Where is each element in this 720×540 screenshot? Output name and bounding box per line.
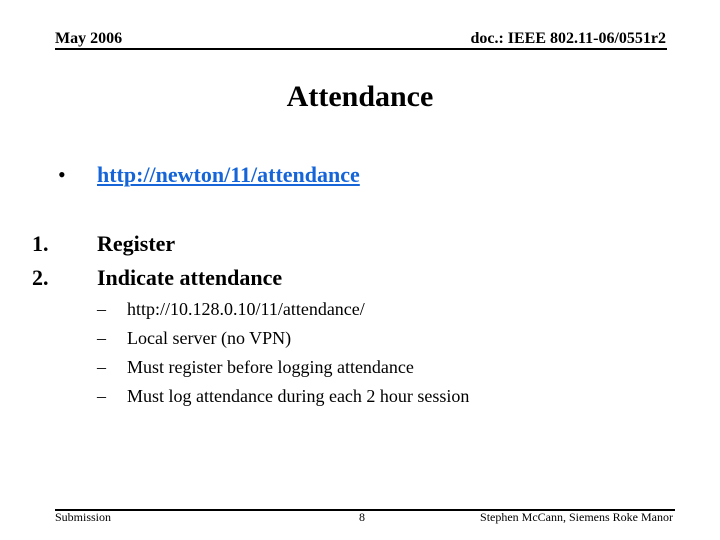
attendance-link[interactable]: http://newton/11/attendance [97, 162, 360, 187]
list-number: 2. [32, 265, 49, 290]
sub-item: Must log attendance during each 2 hour session [127, 386, 470, 406]
footer-author: Stephen McCann, Siemens Roke Manor [480, 510, 673, 524]
sub-item: http://10.128.0.10/11/attendance/ [127, 299, 365, 319]
header-doc-id: doc.: IEEE 802.11-06/0551r2 [470, 30, 666, 47]
list-item-indicate-attendance: Indicate attendance [97, 265, 283, 290]
sub-item: Must register before logging attendance [127, 357, 414, 377]
slide-title: Attendance [286, 80, 434, 113]
dash-icon: – [97, 328, 106, 348]
list-item-register: Register [97, 231, 176, 256]
header-date: May 2006 [55, 30, 123, 47]
header-divider [55, 48, 667, 50]
dash-icon: – [97, 386, 106, 406]
page-number: 8 [359, 510, 365, 524]
bullet-icon: • [58, 162, 66, 187]
dash-icon: – [97, 357, 106, 377]
footer-submission: Submission [55, 510, 112, 524]
dash-icon: – [97, 299, 106, 319]
list-number: 1. [32, 231, 49, 256]
sub-item: Local server (no VPN) [127, 328, 292, 348]
